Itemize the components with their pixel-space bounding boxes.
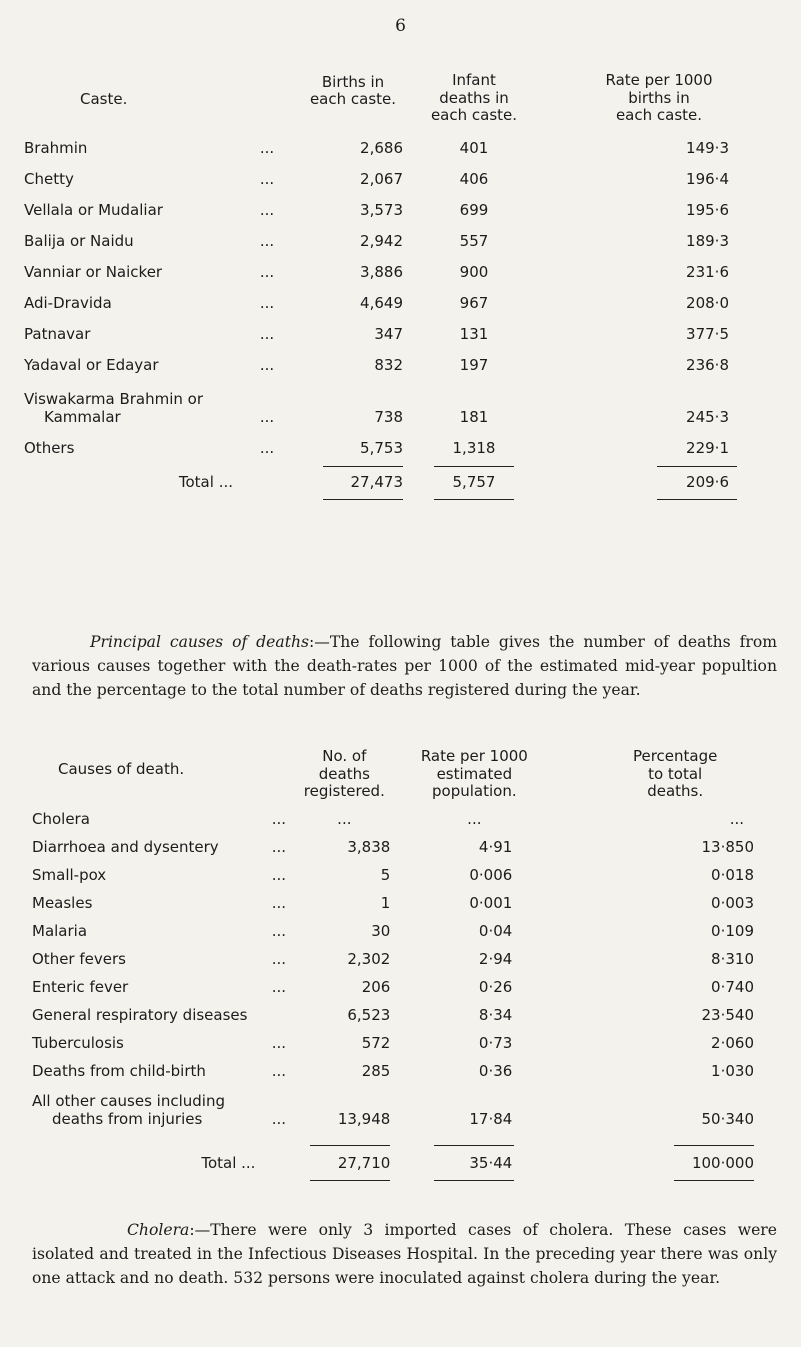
caste-name: Patnavar (24, 325, 91, 343)
rate-value: 17·84 (469, 1110, 513, 1128)
percentage-value: 0·740 (711, 978, 754, 996)
leader-dots: ... (271, 838, 287, 856)
caste-row (24, 188, 759, 219)
leader-dots: ... (271, 950, 287, 968)
caste-name: Others (24, 439, 75, 457)
caste-row (24, 312, 759, 343)
cause-row (32, 996, 762, 1024)
caste-row (24, 426, 759, 457)
percentage-value: 8·310 (711, 950, 754, 968)
deaths-value: 572 (361, 1034, 391, 1052)
rate-value: 236·8 (686, 356, 729, 374)
cause-name: All other causes including deaths from injuries (32, 1092, 225, 1128)
rate-value: 189·3 (686, 232, 729, 250)
header-percentage: Percentage to total deaths. (632, 747, 718, 800)
leader-dots: ... (259, 232, 275, 250)
percentage-value: 2·060 (711, 1034, 754, 1052)
causes-total-deaths: 27,710 (337, 1154, 391, 1172)
cause-row (32, 856, 762, 884)
leader-dots: ... (271, 1034, 287, 1052)
infant-deaths-value: 197 (459, 356, 489, 374)
caste-name: Adi-Dravida (24, 294, 112, 312)
leader-dots: ... (271, 1110, 287, 1128)
births-value: 738 (374, 408, 403, 426)
caste-row (24, 157, 759, 188)
leader-dots: ... (271, 978, 287, 996)
caste-name: Balija or Naidu (24, 232, 134, 250)
leader-dots: ... (271, 894, 287, 912)
rate-value: 149·3 (686, 139, 729, 157)
leader-dots: ... (259, 201, 275, 219)
births-value: 2,067 (360, 170, 403, 188)
caste-row (24, 374, 759, 426)
causes-total-label: Total ... (201, 1154, 256, 1172)
caste-name: Vanniar or Naicker (24, 263, 163, 281)
cause-row (32, 1024, 762, 1052)
rate-value: ... (467, 810, 482, 828)
percentage-value: 0·003 (711, 894, 754, 912)
leader-dots: ... (271, 810, 287, 828)
cause-row (32, 1080, 762, 1128)
rate-value: 231·6 (686, 263, 729, 281)
cause-name: Other fevers (32, 950, 126, 968)
rate-value: 245·3 (686, 408, 729, 426)
leader-dots: ... (259, 294, 275, 312)
births-value: 2,686 (360, 139, 403, 157)
header-infant-deaths: Infant deaths in each caste. (430, 71, 518, 124)
leader-dots: ... (271, 866, 287, 884)
births-value: 832 (374, 356, 403, 374)
deaths-value: 6,523 (347, 1006, 391, 1024)
total-deaths: 5,757 (452, 473, 496, 491)
rate-value: 196·4 (686, 170, 729, 188)
caste-name: Vellala or Mudaliar (24, 201, 163, 219)
cause-name: Enteric fever (32, 978, 129, 996)
births-value: 3,886 (360, 263, 403, 281)
deaths-value: 5 (380, 866, 391, 884)
cause-row (32, 912, 762, 940)
intro-text: :—The following table gives the number of deaths from various causes together with the death-rates per 1000 of the estimated mid-year popultion and the percentage to the total number of deaths registered during the year. (32, 633, 777, 699)
causes-total-rate: 35·44 (469, 1154, 513, 1172)
percentage-value: 1·030 (711, 1062, 754, 1080)
cause-row (32, 968, 762, 996)
rate-value: 0·001 (469, 894, 513, 912)
percentage-value: 50·340 (701, 1110, 754, 1128)
infant-deaths-value: 1,318 (452, 439, 496, 457)
leader-dots: ... (259, 439, 275, 457)
cause-name: Deaths from child-birth (32, 1062, 206, 1080)
infant-deaths-value: 131 (459, 325, 489, 343)
causes-table (32, 726, 762, 1186)
births-value: 5,753 (360, 439, 403, 457)
percentage-value: 13·850 (701, 838, 754, 856)
total-rate: 209·6 (686, 473, 729, 491)
cause-row (32, 940, 762, 968)
header-births: Births in each caste. (309, 72, 397, 108)
deaths-value: ... (337, 810, 352, 828)
cause-name: Malaria (32, 922, 88, 940)
causes-total-pct: 100·000 (691, 1154, 754, 1172)
leader-dots: ... (259, 170, 275, 188)
header-no-of-deaths: No. of deaths registered. (303, 747, 385, 800)
cause-name: General respiratory diseases (32, 1006, 248, 1024)
caste-row (24, 281, 759, 312)
cholera-text: :—There were only 3 imported cases of cholera. These cases were isolated and treated in the Infectious Diseases Hospital. In the preceding year there was only one attack and no death. 532 persons were inoculated against cholera during the year. (32, 1221, 777, 1287)
cause-row (32, 884, 762, 912)
deaths-value: 1 (380, 894, 391, 912)
leader-dots: ... (259, 356, 275, 374)
deaths-value: 206 (361, 978, 391, 996)
percentage-value: 23·540 (701, 1006, 754, 1024)
leader-dots: ... (259, 325, 275, 343)
rate-value: 195·6 (686, 201, 729, 219)
infant-deaths-value: 900 (459, 263, 489, 281)
percentage-value: ... (729, 810, 744, 828)
rate-value: 0·36 (478, 1062, 513, 1080)
caste-name: Yadaval or Edayar (24, 356, 159, 374)
percentage-value: 0·018 (711, 866, 754, 884)
cholera-paragraph (32, 1218, 777, 1290)
total-label: Total ... (178, 473, 233, 491)
cause-name: Tuberculosis (32, 1034, 124, 1052)
leader-dots: ... (259, 263, 275, 281)
deaths-value: 3,838 (347, 838, 391, 856)
rate-value: 377·5 (686, 325, 729, 343)
cause-name: Small-pox (32, 866, 107, 884)
rate-value: 2·94 (478, 950, 513, 968)
intro-paragraph (32, 630, 777, 702)
deaths-value: 13,948 (337, 1110, 391, 1128)
header-rate-estimated: Rate per 1000 estimated population. (420, 747, 528, 800)
infant-deaths-value: 699 (459, 201, 489, 219)
caste-name: Chetty (24, 170, 74, 188)
cholera-title: Cholera (127, 1221, 190, 1239)
rate-value: 0·73 (478, 1034, 513, 1052)
intro-title: Principal causes of deaths (90, 633, 310, 651)
cause-name: Cholera (32, 810, 90, 828)
caste-total-row (24, 467, 759, 491)
leader-dots: ... (271, 1062, 287, 1080)
rate-value: 8·34 (478, 1006, 513, 1024)
header-caste: Caste. (80, 89, 128, 108)
deaths-value: 285 (361, 1062, 391, 1080)
rate-value: 0·04 (478, 922, 513, 940)
caste-row (24, 343, 759, 374)
caste-row (24, 250, 759, 281)
cause-name: Diarrhoea and dysentery (32, 838, 219, 856)
leader-dots (259, 996, 298, 1024)
caste-name: Brahmin (24, 139, 88, 157)
cause-name: Measles (32, 894, 93, 912)
page-number: 6 (395, 16, 406, 36)
births-value: 3,573 (360, 201, 403, 219)
deaths-value: 2,302 (347, 950, 391, 968)
cause-row (32, 1052, 762, 1080)
causes-total-row (32, 1146, 762, 1172)
deaths-value: 30 (371, 922, 391, 940)
rate-value: 0·26 (478, 978, 513, 996)
rate-value: 208·0 (686, 294, 729, 312)
births-value: 347 (374, 325, 403, 343)
infant-deaths-value: 181 (459, 408, 489, 426)
caste-row (24, 126, 759, 157)
rate-value: 0·006 (469, 866, 513, 884)
causes-table-header (32, 726, 762, 800)
caste-name: Viswakarma Brahmin or Kammalar (24, 390, 204, 426)
leader-dots: ... (271, 922, 287, 940)
total-births: 27,473 (350, 473, 403, 491)
percentage-value: 0·109 (711, 922, 754, 940)
births-value: 4,649 (360, 294, 403, 312)
rate-value: 4·91 (478, 838, 513, 856)
caste-table (24, 10, 759, 505)
header-rate: Rate per 1000 births in each caste. (605, 71, 713, 124)
cause-row (32, 828, 762, 856)
infant-deaths-value: 557 (459, 232, 489, 250)
infant-deaths-value: 406 (459, 170, 489, 188)
leader-dots: ... (259, 139, 275, 157)
leader-dots: ... (259, 408, 275, 426)
cause-row (32, 800, 762, 828)
rate-value: 229·1 (686, 439, 729, 457)
infant-deaths-value: 967 (459, 294, 489, 312)
header-cause: Causes of death. (58, 759, 185, 778)
births-value: 2,942 (360, 232, 403, 250)
caste-row (24, 219, 759, 250)
infant-deaths-value: 401 (459, 139, 489, 157)
caste-table-header (24, 10, 759, 126)
